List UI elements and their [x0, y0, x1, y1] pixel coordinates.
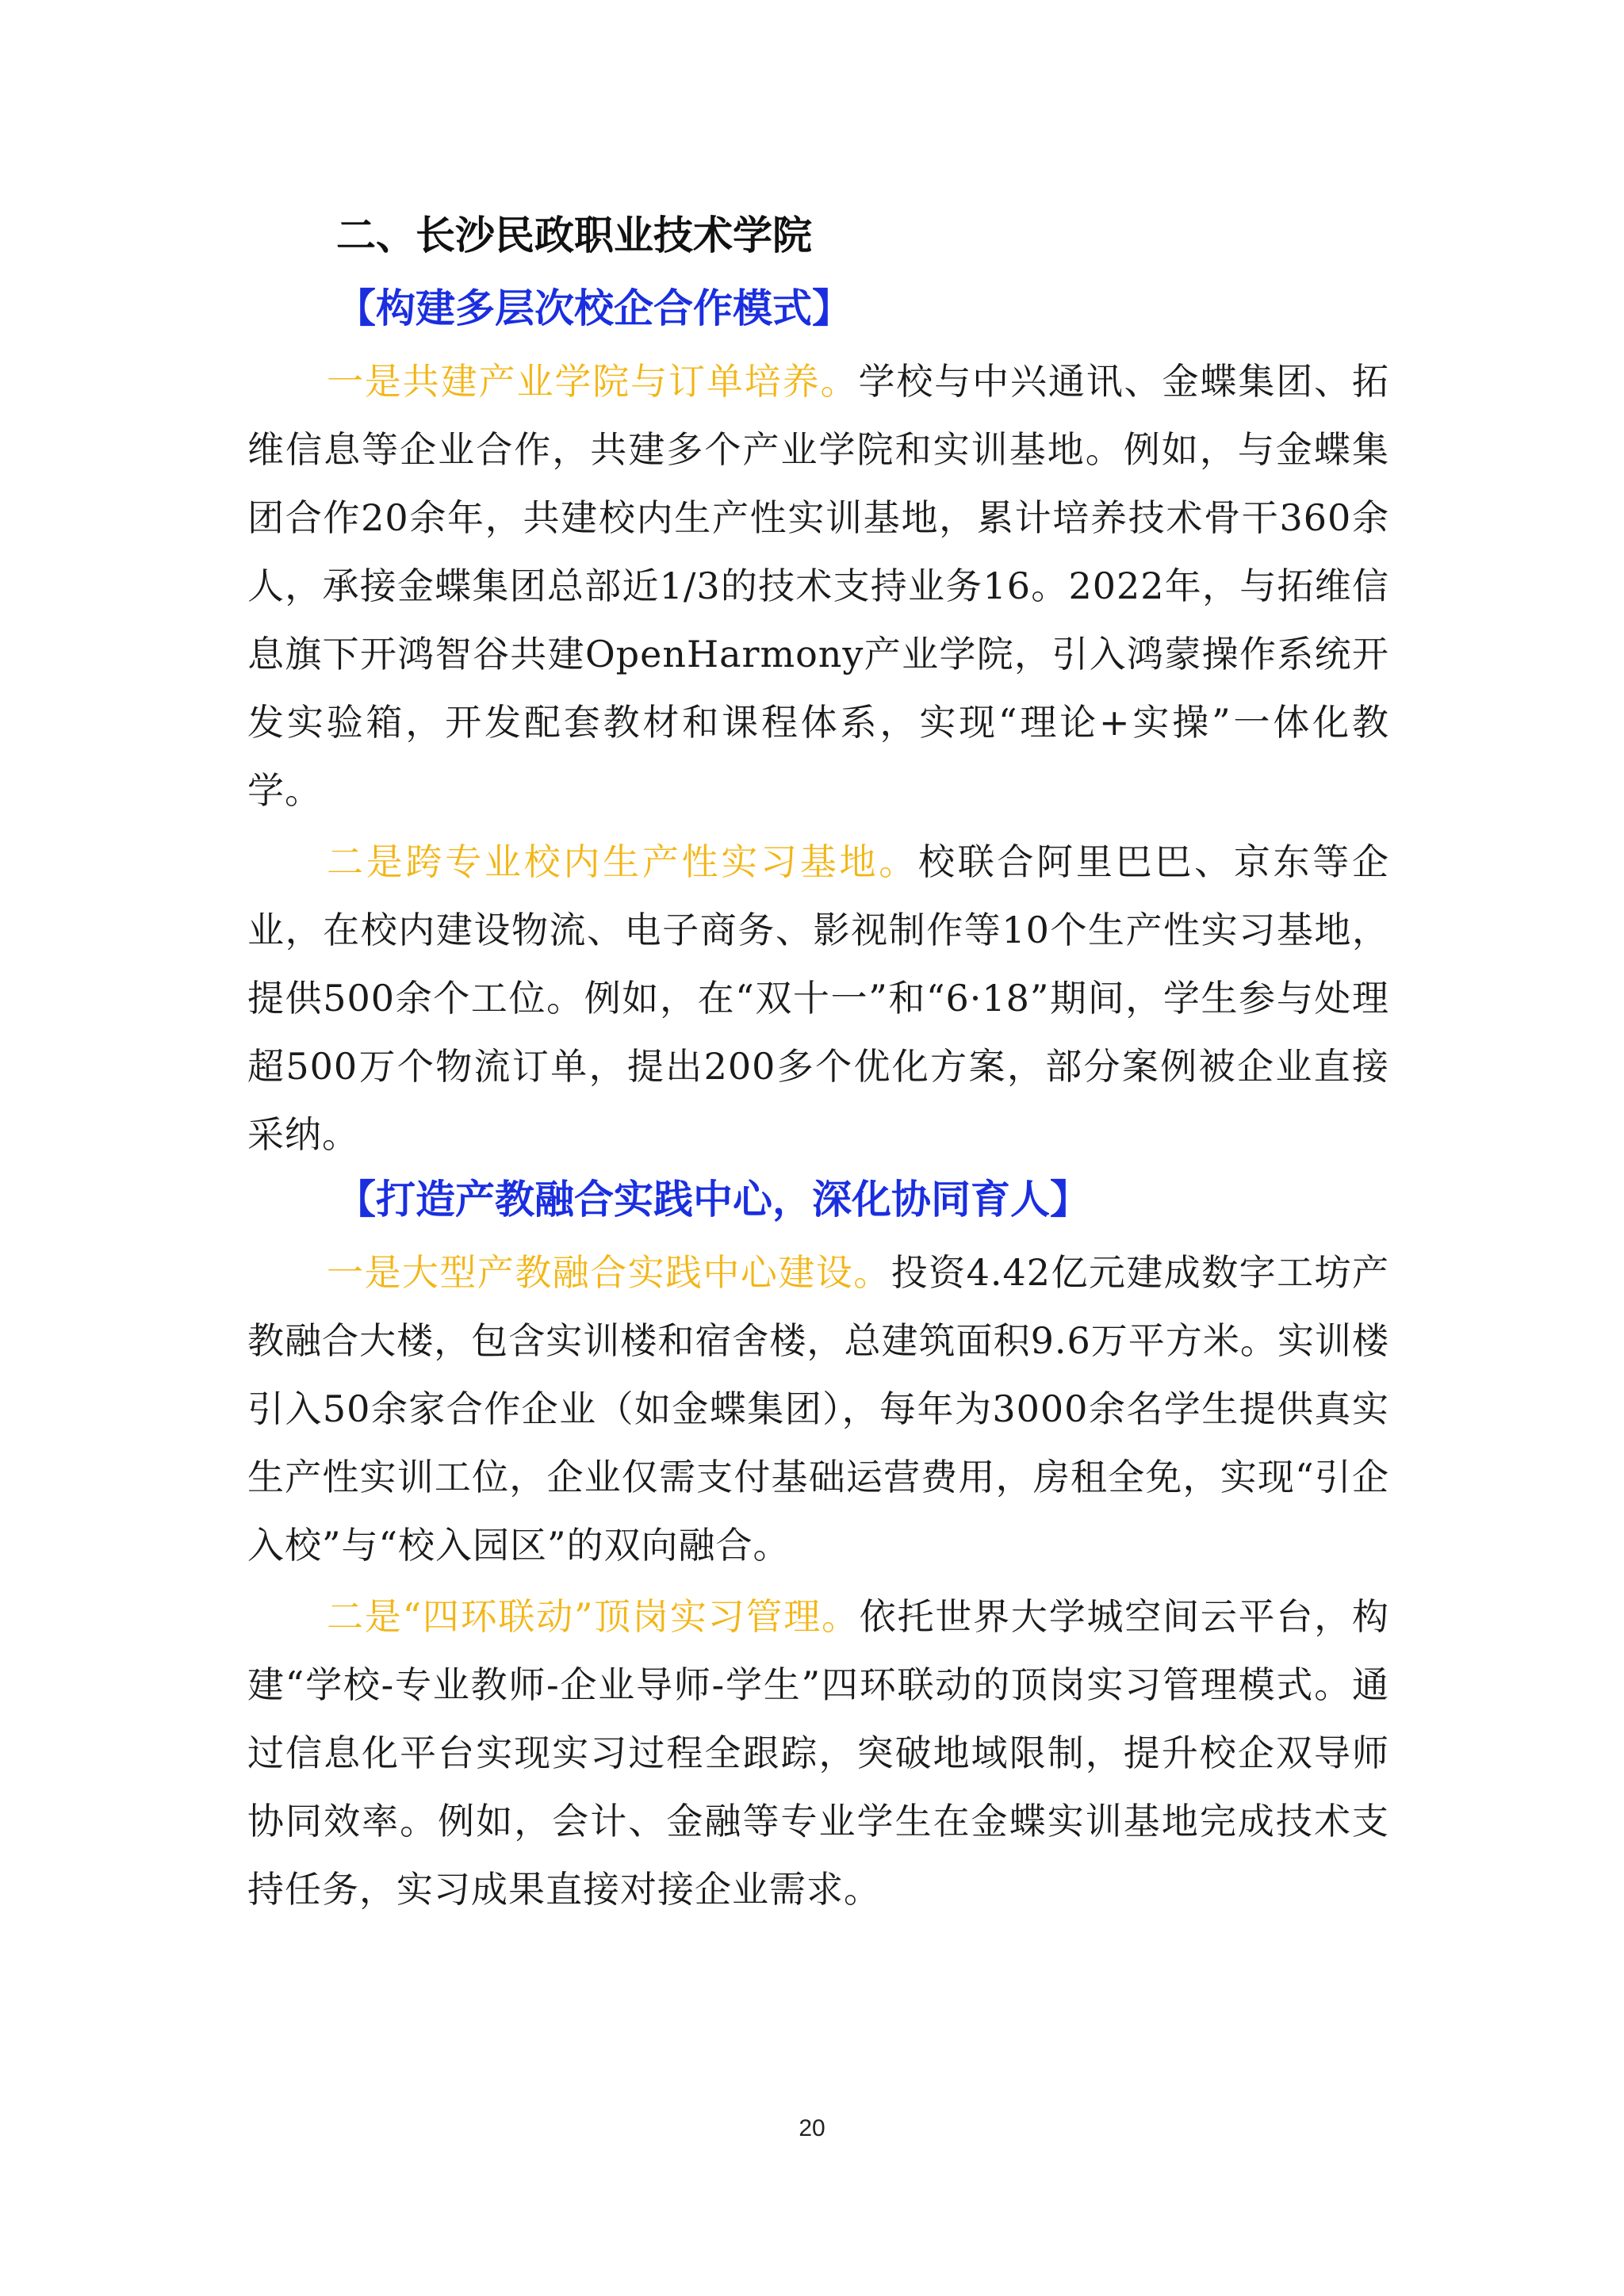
block-heading-2: 【打造产教融合实践中心，深化协同育人】 — [336, 1177, 1090, 1223]
paragraph-1-2 — [247, 828, 1389, 1169]
page-number: 20 — [799, 2115, 825, 2141]
page-content — [247, 208, 1389, 1927]
paragraph-2-2 — [247, 1582, 1389, 1923]
paragraph-body: 校联合阿里巴巴、京东等企业，在校内建设物流、电子商务、影视制作等10个生产性实习基地，提供500余个工位。例如，在“双十一”和“6·18”期间，学生参与处理超500万个物流订单，提出200多个优化方案，部分案例被企业直接采纳。 — [247, 840, 1390, 1156]
block-heading-1: 【构建多层次校企合作模式】 — [336, 285, 852, 331]
paragraph-body: 依托世界大学城空间云平台，构建“学校-专业教师-企业导师-学生”四环联动的顶岗实习管理模式。通过信息化平台实现实习过程全跟踪，突破地域限制，提升校企双导师协同效率。例如，会计、金融等专业学生在金蝶实训基地完成技术支持任务，实习成果直接对接企业需求。 — [247, 1595, 1389, 1911]
paragraph-body: 学校与中兴通讯、金蝶集团、拓维信息等企业合作，共建多个产业学院和实训基地。例如，与金蝶集团合作20余年，共建校内生产性实训基地，累计培养技术骨干360余人，承接金蝶集团总部近1/3的技术支持业务16。2022年，与拓维信息旗下开鸿智谷共建OpenHarmony产业学院，引入鸿蒙操作系统开发实验箱，开发配套教材和课程体系，实现“理论+实操”一体化教学。 — [247, 360, 1390, 812]
paragraph-lead: 二是“四环联动”顶岗实习管理。 — [327, 1595, 860, 1638]
paragraph-lead: 二是跨专业校内生产性实习基地。 — [327, 840, 918, 883]
paragraph-1-1 — [247, 347, 1389, 825]
paragraph-2-1 — [247, 1238, 1389, 1579]
paragraph-lead: 一是大型产教融合实践中心建设。 — [327, 1251, 891, 1294]
paragraph-body: 投资4.42亿元建成数字工坊产教融合大楼，包含实训楼和宿舍楼，总建筑面积9.6万平方米。实训楼引入50余家合作企业（如金蝶集团），每年为3000余名学生提供真实生产性实训工位，企业仅需支付基础运营费用，房租全免，实现“引企入校”与“校入园区”的双向融合。 — [247, 1251, 1390, 1567]
paragraph-lead: 一是共建产业学院与订单培养。 — [327, 360, 859, 403]
section-title: 二、长沙民政职业技术学院 — [336, 212, 812, 258]
